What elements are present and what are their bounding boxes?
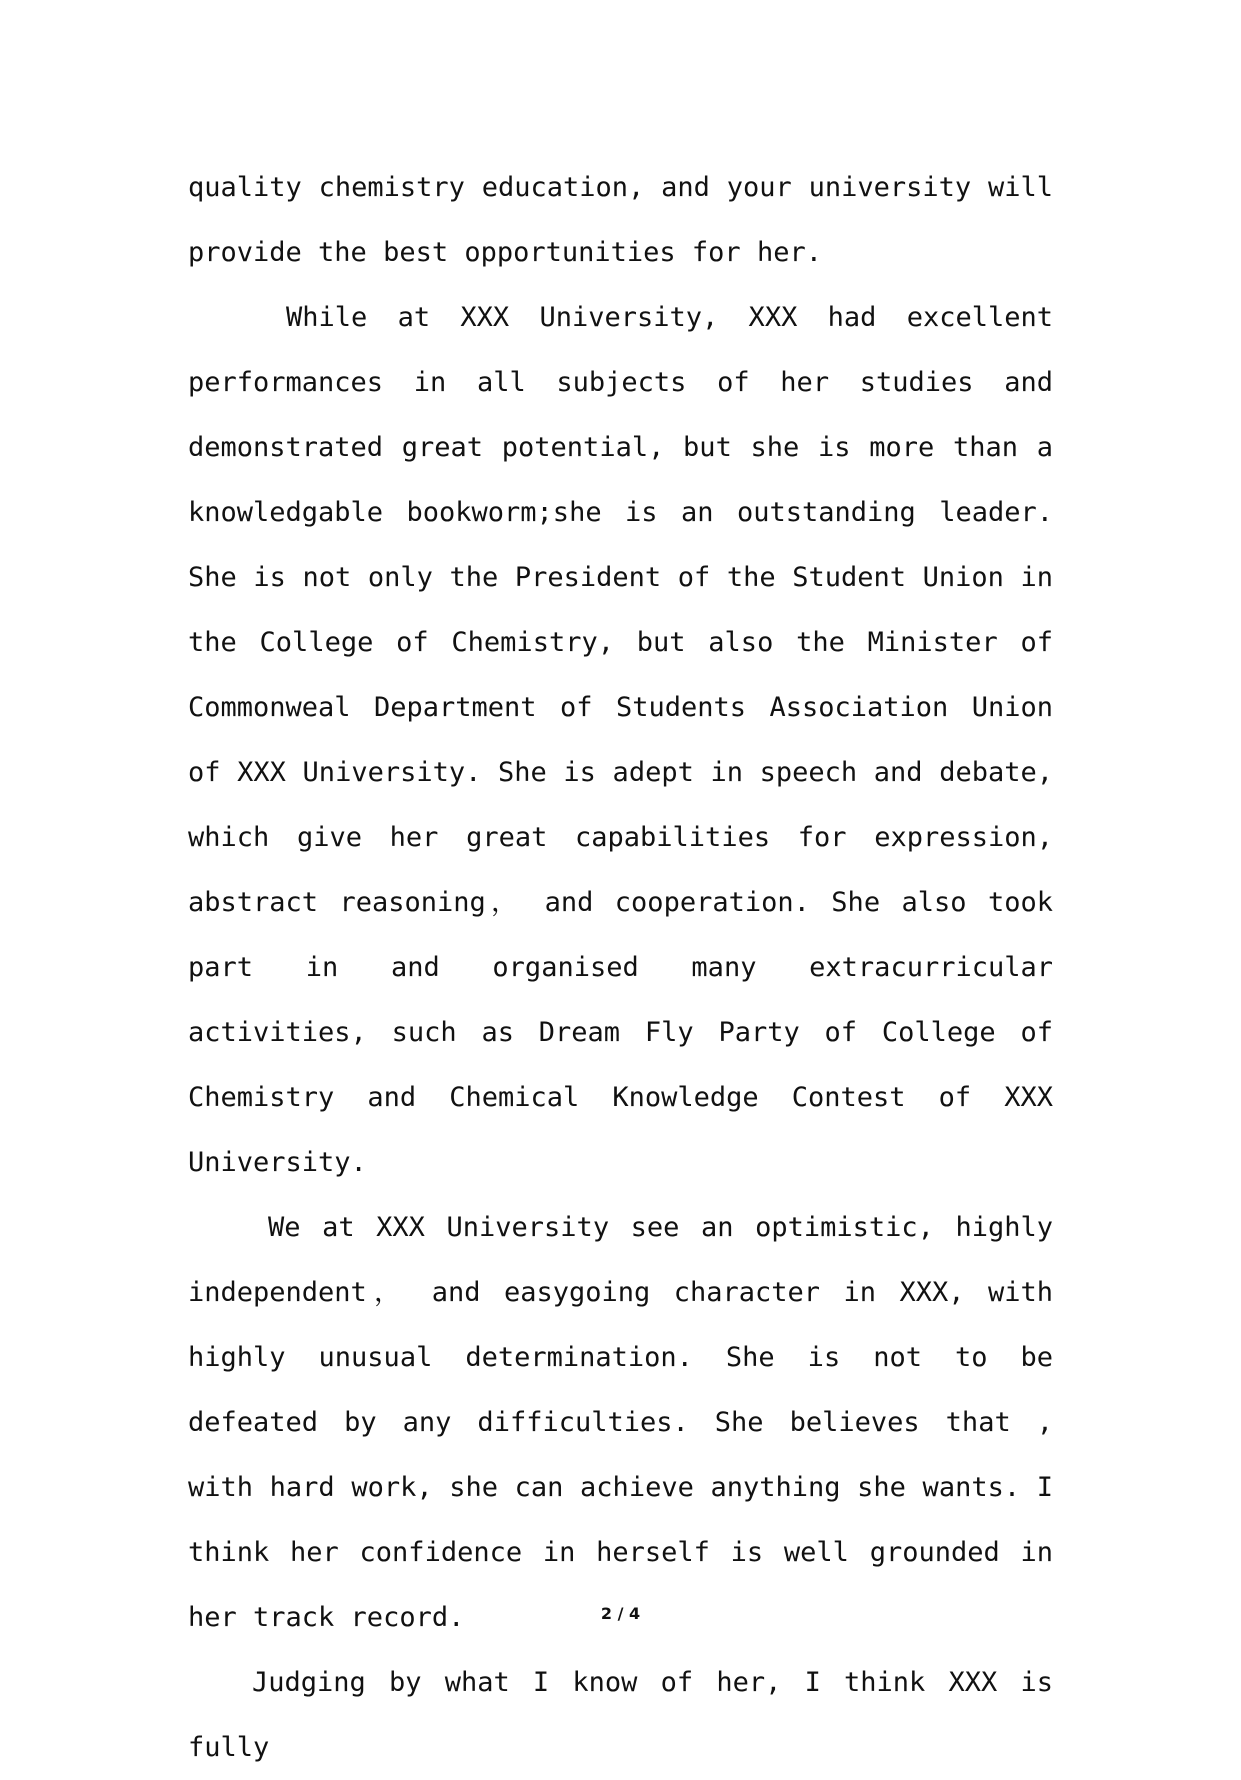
paragraph-character: We at XXX University see an optimistic, highly independent， and easygoing character in XXX, with highly unusual determination. She is not to be defeated by any difficulties. She believes that , with hard work, she can achieve anything she wants. I think her confidence in herself is well grounded in her track record. [188, 1212, 1053, 1633]
paragraph-continuation: quality chemistry education, and your university will provide the best opportunities for her. [188, 172, 1053, 268]
letter-body [188, 155, 1053, 1780]
paragraph-academic-leadership: While at XXX University, XXX had excellent performances in all subjects of her studies and demonstrated great potential, but she is more than a knowledgable bookworm;she is an outstanding leader. She is not only the President of the Student Union in the College of Chemistry, but also the Minister of Commonweal Department of Students Association Union of XXX University. She is adept in speech and debate, which give her great capabilities for expression, abstract reasoning， and cooperation. She also took part in and organised many extracurricular activities, such as Dream Fly Party of College of Chemistry and Chemical Knowledge Contest of XXX University. [188, 302, 1053, 1178]
page-number: 2 / 4 [600, 1604, 641, 1623]
paragraph-judgement: Judging by what I know of her, I think XXX is fully [188, 1667, 1053, 1763]
